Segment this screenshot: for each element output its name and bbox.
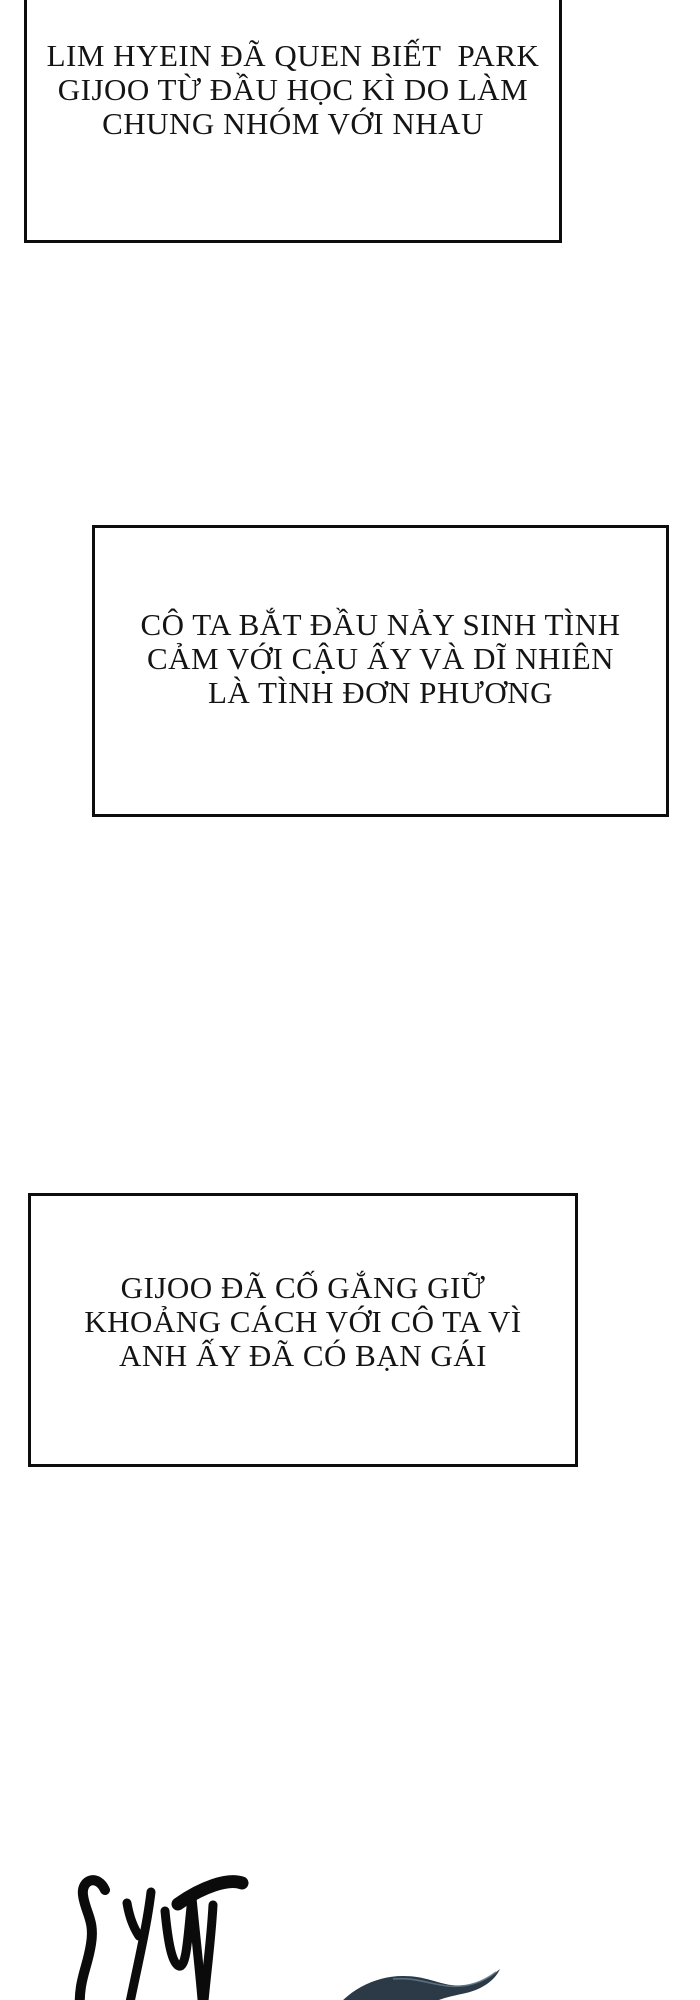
narration-box-3: [28, 1193, 578, 1467]
sfx-letter-t-bar: [178, 1882, 242, 1904]
narration-3-line-1: GIJOO ĐÃ CỐ GẮNG GIỮ: [120, 1270, 486, 1305]
narration-3-line-2: KHOẢNG CÁCH VỚI CÔ TA VÌ: [84, 1304, 522, 1339]
hair-shape-art: [335, 1962, 510, 2000]
narration-2-line-2: CẢM VỚI CẬU ẤY VÀ DĨ NHIÊN: [146, 641, 615, 676]
narration-2-line-3: LÀ TÌNH ĐƠN PHƯƠNG: [207, 675, 554, 710]
sfx-syut-strokes: [72, 1870, 252, 2000]
narration-1-line-3: CHUNG NHÓM VỚI NHAU: [102, 106, 484, 141]
sfx-syut: [72, 1870, 252, 2000]
narration-1-line-1: LIM HYEIN ĐÃ QUEN BIẾT PARK: [46, 38, 540, 73]
sfx-letter-u: [165, 1898, 203, 2000]
sfx-letter-s: [80, 1880, 105, 2000]
narration-1-line-2: GIJOO TỪ ĐẦU HỌC KÌ DO LÀM: [57, 72, 529, 107]
sfx-letter-t-stem: [203, 1905, 213, 2000]
hair-silhouette: [341, 1969, 500, 2000]
narration-3-line-3: ANH ẤY ĐÃ CÓ BẠN GÁI: [119, 1338, 487, 1373]
narration-box-1: [24, 0, 562, 243]
hair-shape: [335, 1962, 510, 2000]
sfx-letter-y-arm: [127, 1903, 139, 1936]
narration-box-2: [92, 525, 669, 817]
narration-2-line-1: CÔ TA BẮT ĐẦU NẢY SINH TÌNH: [140, 607, 621, 642]
